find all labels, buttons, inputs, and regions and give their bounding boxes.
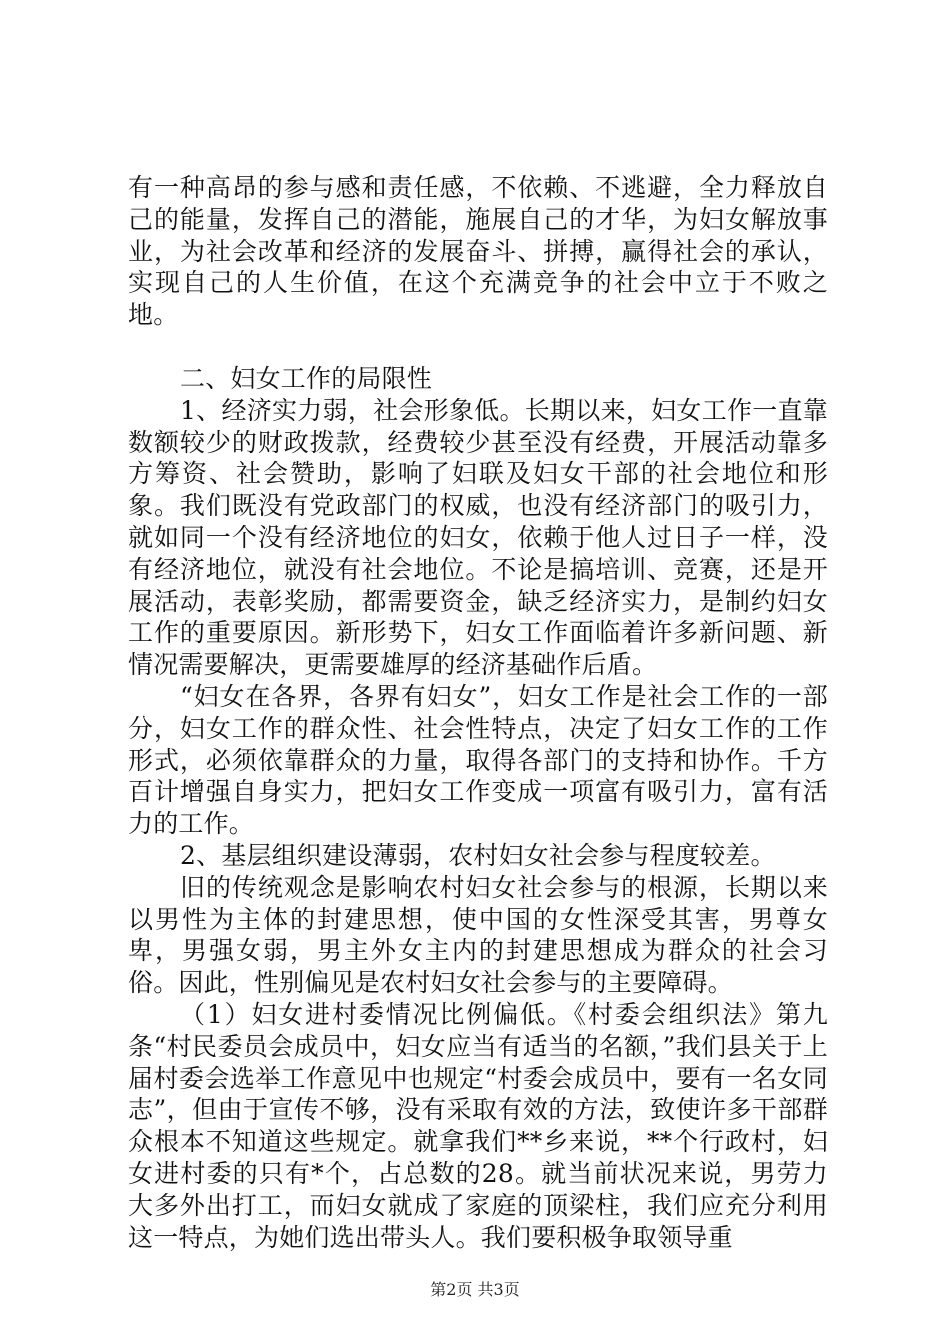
section-heading: 二、妇女工作的局限性: [180, 363, 433, 393]
paragraph-continuation: 有一种高昂的参与感和责任感，不依赖、不逃避，全力释放自己的能量，发挥自己的潜能，施展自己的才华，为妇女解放事业，为社会改革和经济的发展奋斗、拼搏，赢得社会的承认，实现自己的人生价值，在这个充满竞争的社会中立于不败之地。: [128, 173, 828, 330]
page-footer: 第2页 共3页: [430, 1280, 520, 1299]
paragraph-traditional-ideas: 旧的传统观念是影响农村妇女社会参与的根源，长期以来以男性为主体的封建思想，使中国的女性深受其害，男尊女卑，男强女弱，男主外女主内的封建思想成为群众的社会习俗。因此，性别偏见是农村妇女社会参与的主要障碍。: [128, 872, 828, 998]
subheading-grassroots: 2、基层组织建设薄弱，农村妇女社会参与程度较差。: [180, 840, 776, 870]
paragraph-village-committee: （1）妇女进村委情况比例偏低。《村委会组织法》第九条“村民委员会成员中，妇女应当有适当的名额，”我们县关于上届村委会选举工作意见中也规定“村委会成员中，要有一名女同志”，但由于宣传不够，没有采取有效的方法，致使许多干部群众根本不知道这些规定。就拿我们**乡来说，**个行政村，妇女进村委的只有*个，占总数的28。就当前状况来说，男劳力大多外出打工，而妇女就成了家庭的顶梁柱，我们应充分利用这一特点，为她们选出带头人。我们要积极争取领导重: [128, 999, 828, 1252]
document-body: [128, 172, 828, 1253]
paragraph-women-everywhere: “妇女在各界，各界有妇女”，妇女工作是社会工作的一部分，妇女工作的群众性、社会性特点，决定了妇女工作的工作形式，必须依靠群众的力量，取得各部门的支持和协作。千方百计增强自身实力，把妇女工作变成一项富有吸引力，富有活力的工作。: [128, 681, 828, 839]
paragraph-gap: [128, 331, 828, 363]
paragraph-economic-strength: 1、经济实力弱，社会形象低。长期以来，妇女工作一直靠数额较少的财政拨款，经费较少甚至没有经费，开展活动靠多方筹资、社会赞助，影响了妇联及妇女干部的社会地位和形象。我们既没有党政部门的权威，也没有经济部门的吸引力，就如同一个没有经济地位的妇女，依赖于他人过日子一样，没有经济地位，就没有社会地位。不论是搞培训、竞赛，还是开展活动，表彰奖励，都需要资金，缺乏经济实力，是制约妇女工作的重要原因。新形势下，妇女工作面临着许多新问题、新情况需要解决，更需要雄厚的经济基础作后盾。: [128, 395, 828, 680]
